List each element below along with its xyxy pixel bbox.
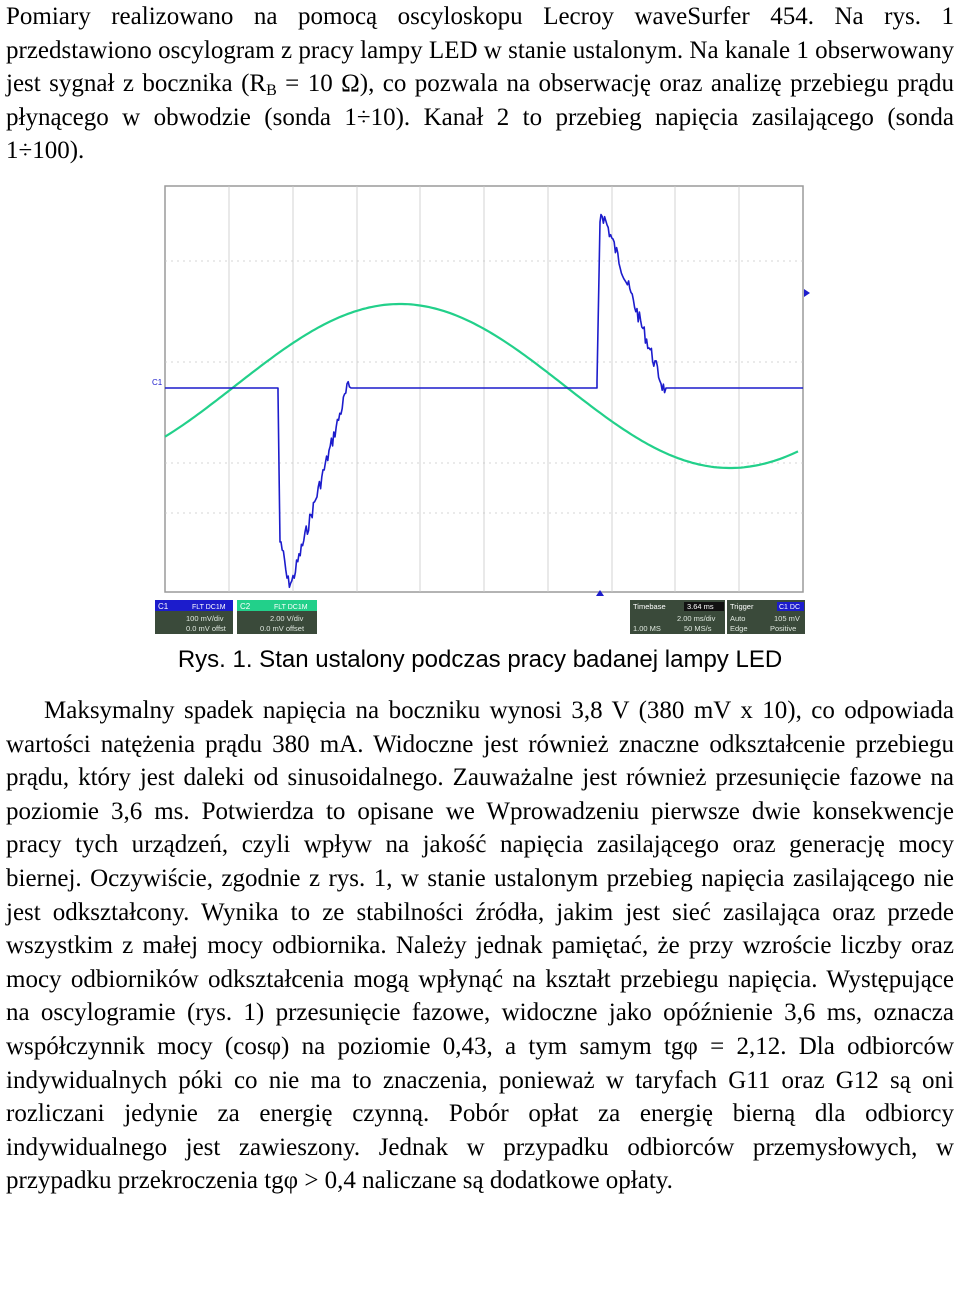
ch1-offset: 0.0 mV offst bbox=[186, 624, 226, 633]
ch2-offset: 0.0 mV offset bbox=[260, 624, 305, 633]
timebase-panel bbox=[630, 600, 725, 634]
ch2-vdiv: 2.00 V/div bbox=[270, 614, 304, 623]
trigger-tag: C1 DC bbox=[779, 604, 801, 611]
figure-caption: Rys. 1. Stan ustalony podczas pracy badanej lampy LED bbox=[177, 646, 783, 673]
trigger-slope: Positive bbox=[770, 624, 797, 633]
body-paragraph: Maksymalny spadek napięcia na boczniku wynosi 3,8 V (380 mV x 10), co odpowiada wartości natężenia prądu 380 mA. Widoczne jest również znaczne odkształcenie przebiegu prądu, który jest daleki od sinusoidalnego. Zauważalne jest również przesunięcie fazowe na poziomie 3,6 ms. Potwierdza to opisane we Wprowadzeniu pierwsze dwie konsekwencje pracy tych urządzeń, czyli wpływ na jakość napięcia zasilającego oraz generację mocy biernej. Oczywiście, zgodnie z rys. 1, w stanie ustalonym przebieg napięcia zasilającego nie jest odkształcony. Wynika to ze stabilności źródła, jakim jest sieć zasilająca oraz przede wszystkim z małej mocy odbiornika. Należy jednak pamiętać, że przy wzroście liczby oraz mocy odbiorników odkształcenia mogą wpłynąć na kształt przebiegu napięcia. Występujące na oscylogramie (rys. 1) przesunięcie fazowe, widoczne jako opóźnienie 3,6 ms, oznacza współczynnik mocy (cosφ) na poziomie 0,43, a tym samym tgφ = 2,12. Dla odbiorców indywidualnych póki co nie ma to znaczenia, ponieważ w taryfach G11 oraz G12 są oni rozliczani jedynie za energię czynną. Pobór opłat za energię bierną dla odbiorcy indywidualnego jest zawieszony. Jednak w przypadku odbiorców przemysłowych, w przypadku przekroczenia tgφ > 0,4 naliczane są dodatkowe opłaty. bbox=[6, 697, 954, 1195]
intro-paragraph bbox=[6, 0, 954, 168]
ch1-vdiv: 100 mV/div bbox=[186, 614, 224, 623]
timebase-tdiv: 2.00 ms/div bbox=[677, 614, 716, 623]
trigger-mode: Auto bbox=[730, 614, 746, 623]
trigger-level: 105 mV bbox=[774, 614, 800, 623]
ch1-level-marker: C1 bbox=[152, 378, 163, 387]
timebase-rate: 50 MS/s bbox=[684, 624, 712, 633]
trigger-type: Edge bbox=[730, 624, 748, 633]
oscilloscope-figure bbox=[150, 182, 810, 638]
trigger-panel bbox=[727, 600, 805, 634]
ch1-tag: FLT DC1M bbox=[192, 604, 226, 611]
ch2-info-panel bbox=[237, 600, 317, 634]
ch2-tag: FLT DC1M bbox=[274, 604, 308, 611]
trigger-label: Trigger bbox=[730, 602, 754, 611]
timebase-samples: 1.00 MS bbox=[633, 624, 661, 633]
timebase-value: 3.64 ms bbox=[687, 602, 714, 611]
ch1-name: C1 bbox=[158, 602, 169, 611]
intro-subscript: B bbox=[266, 82, 277, 100]
timebase-label: Timebase bbox=[633, 602, 666, 611]
ch1-info-panel bbox=[155, 600, 233, 634]
trigger-level-marker bbox=[804, 289, 810, 297]
intro-text-2: = 10 Ω), co pozwala na obserwację oraz analizę przebiegu prądu płynącego w obwodzie (sonda 1÷10). Kanał 2 to przebieg napięcia zasilającego (sonda 1÷100). bbox=[6, 70, 954, 165]
intro-text-1: Pomiary realizowano na pomocą oscyloskopu Lecroy waveSurfer 454. Na rys. 1 przedstawiono oscylogram z pracy lampy LED w stanie ustalonym. Na kanale 1 obserwowany jest sygnał z bocznika (R bbox=[6, 3, 954, 98]
ch2-name: C2 bbox=[240, 602, 251, 611]
